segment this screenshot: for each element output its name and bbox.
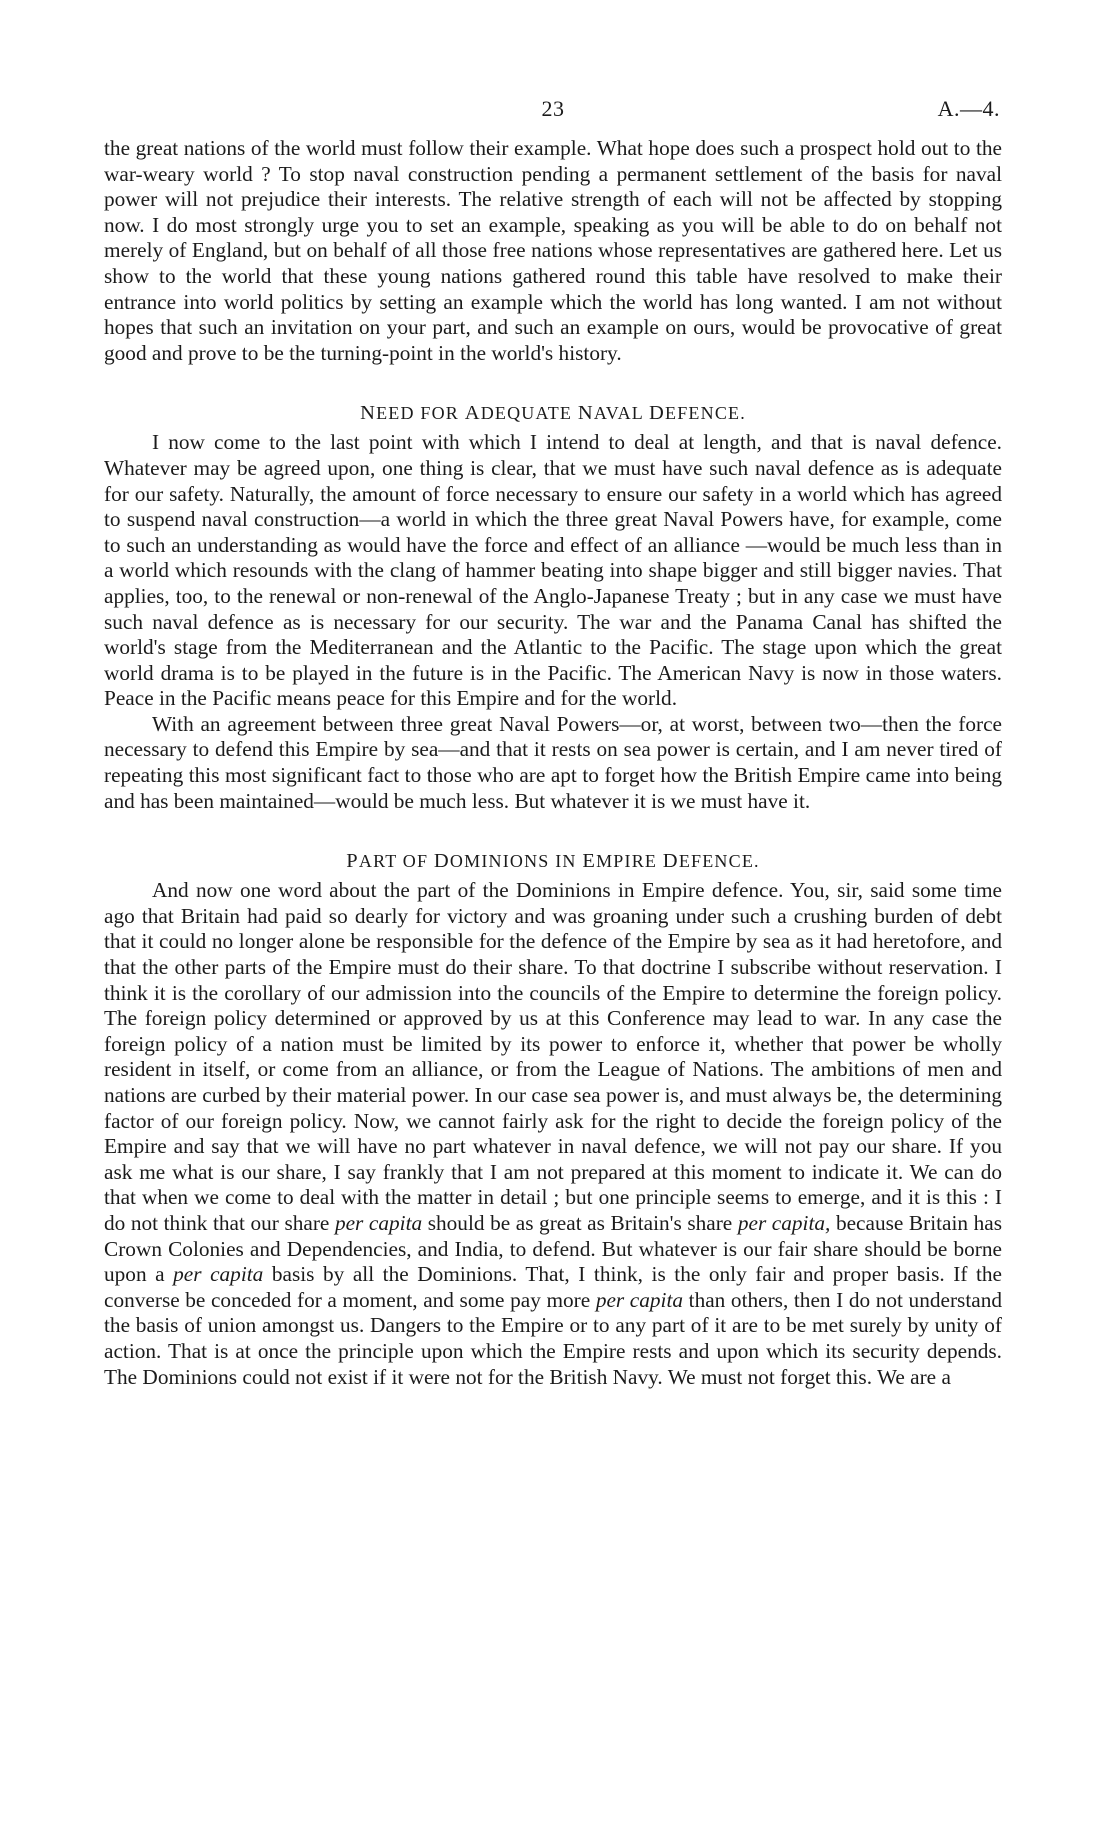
heading-word: E	[582, 850, 597, 873]
section-heading-dominions-defence	[104, 849, 1002, 873]
paragraph-3: With an agreement between three great Naval Powers—or, at worst, between two—then the force necessary to defend this Empire by sea—and that it rests on sea power is certain, and I am never tired of repeating this most significant fact to those who are apt to forget how the British Empire came into being and has been maintained—would be much less. But whatever it is we must have it.	[104, 711, 1002, 813]
heading-word: IN	[555, 851, 577, 872]
italic-phrase: per capita	[595, 1287, 684, 1312]
italic-phrase: per capita	[173, 1262, 264, 1287]
italic-phrase: per capita	[334, 1210, 423, 1235]
heading-word: P	[346, 850, 359, 873]
heading-word: EFENCE.	[678, 851, 760, 872]
heading-word: EED	[376, 403, 415, 424]
heading-word: OF	[402, 851, 429, 872]
heading-word: A	[464, 402, 481, 425]
heading-word: DEQUATE	[480, 403, 573, 424]
paragraph-4-text: than others, then I do not understand the basis of union amongst us. Dangers to the Empire or to any part of it are to be met surely by unity of action. That is at once the principle upon which the Empire rests and upon which its security depends. The Dominions could not exist if it were not for the British Navy. We must not forget this. We are a	[104, 1287, 1003, 1389]
paragraph-4	[104, 878, 1002, 1390]
italic-phrase: per capita,	[737, 1210, 831, 1235]
paragraph-4-text: basis by all the Dominions. That, I think, is the only fair and proper basis. If the converse be conceded for a moment, and some pay more	[104, 1262, 1002, 1312]
heading-word: MPIRE	[596, 851, 658, 872]
page-header	[104, 96, 1002, 136]
heading-word: D	[433, 850, 450, 873]
heading-word: D	[649, 402, 666, 425]
document-page	[104, 96, 1002, 1390]
paragraph-4-text: should be as great as Britain's share	[427, 1210, 733, 1235]
paragraph-4-text: because Britain has Crown Colonies and Dependencies, and India, to defend. But whatever is our fair share should be borne upon a	[104, 1210, 1003, 1287]
section-heading-naval-defence	[104, 401, 1002, 425]
heading-word: OMINIONS	[449, 851, 550, 872]
heading-word: N	[360, 402, 377, 425]
heading-word: N	[577, 402, 594, 425]
heading-word: ART	[358, 851, 398, 872]
heading-word: D	[662, 850, 679, 873]
heading-word: EFENCE.	[665, 403, 746, 424]
heading-word: AVAL	[593, 403, 644, 424]
heading-word: FOR	[420, 403, 459, 424]
paragraph-4-text: And now one word about the part of the Dominions in Empire defence. You, sir, said some time ago that Britain had paid so dearly for victory and was groaning under such a crushing burden of debt that it could no longer alone be responsible for the defence of the Empire by sea as it had heretofore, and that the other parts of the Empire must do their share. To that doctrine I subscribe without reservation. I think it is the corollary of our admission into the councils of the Empire to determine the foreign policy. The foreign policy determined or approved by us at this Conference may lead to war. In any case the foreign policy of a nation must be limited by its power to enforce it, whether that power be wholly resident in itself, or come from an alliance, or from the League of Nations. The ambitions of men and nations are curbed by their material power. In our case sea power is, and must always be, the determining factor of our foreign policy. Now, we cannot fairly ask for the right to decide the foreign policy of the Empire and say that we will have no part whatever in naval defence, we will not pay our share. If you ask me what is our share, I say frankly that I am not prepared at this moment to indicate it. We can do that when we come to deal with the matter in detail ; but one principle seems to emerge, and it is this : I do not think that our share	[104, 878, 1002, 1235]
series-reference: A.—4.	[937, 96, 1000, 121]
body-text	[104, 136, 1002, 1390]
page-number: 23	[541, 96, 565, 121]
paragraph-1: the great nations of the world must follow their example. What hope does such a prospect hold out to the war-weary world ? To stop naval construction pending a permanent settlement of the basis for naval power will not prejudice their interests. The relative strength of each will not be affected by stopping now. I do most strongly urge you to set an example, speaking as you will be able to do on behalf not merely of England, but on behalf of all those free nations whose representatives are gathered here. Let us show to the world that these young nations gathered round this table have resolved to make their entrance into world politics by setting an example which the world has long wanted. I am not without hopes that such an invitation on your part, and such an example on ours, would be provocative of great good and prove to be the turning-point in the world's history.	[104, 136, 1002, 365]
paragraph-2: I now come to the last point with which I intend to deal at length, and that is naval defence. Whatever may be agreed upon, one thing is clear, that we must have such naval defence as is adequate for our safety. Naturally, the amount of force necessary to ensure our safety in a world which has agreed to suspend naval construction—a world in which the three great Naval Powers have, for example, come to such an understanding as would have the force and effect of an alliance —would be much less than in a world which resounds with the clang of hammer beating into shape bigger and still bigger navies. That applies, too, to the renewal or non-renewal of the Anglo-Japanese Treaty ; but in any case we must have such naval defence as is necessary for our security. The war and the Panama Canal has shifted the world's stage from the Mediterranean and the Atlantic to the Pacific. The stage upon which the great world drama is to be played in the future is in the Pacific. The American Navy is now in those waters. Peace in the Pacific means peace for this Empire and for the world.	[104, 430, 1002, 711]
